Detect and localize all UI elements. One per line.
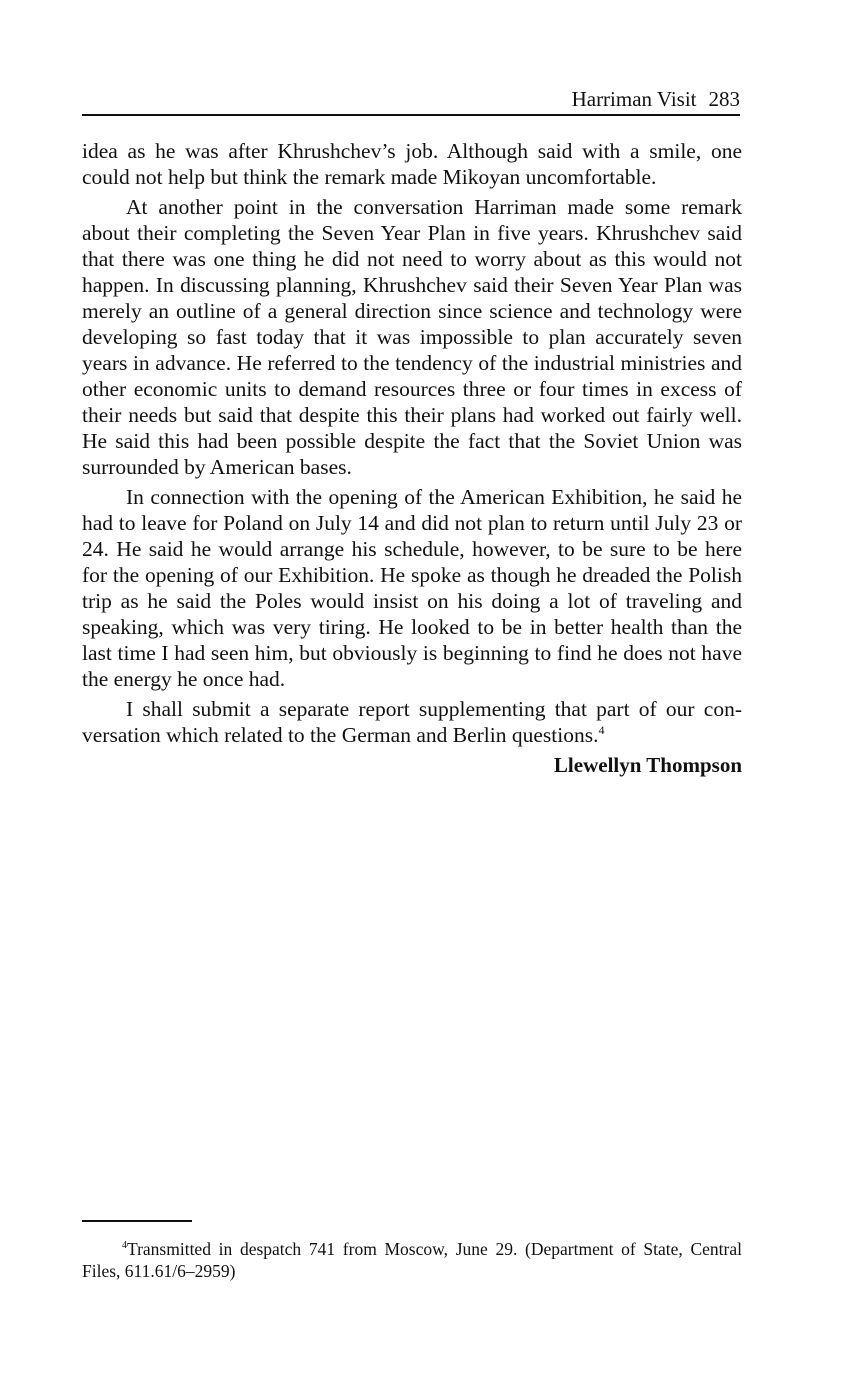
paragraph-seven-year-plan: At another point in the conversation Harriman made some remark about their completing the Seven Year Plan in five years. Khrushchev said that there was one thing he did not need to worry about as this would not happen. In discussing planning, Khrushchev said their Seven Year Plan was merely an outline of a general direction since science and technology were developing so fast today that it was impossible to plan accurately seven years in advance. He referred to the tendency of the industrial ministries and other economic units to demand resources three or four times in excess of their needs but said that despite this their plans had worked out fairly well. He said this had been possible despite the fact that the Soviet Union was surrounded by American bases. [82,195,742,479]
running-title: Harriman Visit [571,87,697,111]
footnote [82,1238,742,1282]
footnote-reference: 4 [598,722,605,737]
paragraph-continued: idea as he was after Khrushchev’s job. Although said with a smile, one could not help but think the remark made Mikoyan uncomfortable. [82,139,742,189]
paragraph-separate-report [82,696,742,748]
signature: Llewellyn Thompson [553,753,742,777]
footnote-text: Transmitted in despatch 741 from Moscow, June 29. (Department of State, Central Files, 611.61/6–2959) [82,1239,742,1281]
paragraph-separate-report-text: I shall submit a separate report supplementing that part of our conversation which related to the German and Berlin questions. [82,697,742,747]
footnote-marker: 4 [122,1240,127,1252]
paragraph-american-exhibition: In connection with the opening of the American Exhibition, he said he had to leave for Poland on July 14 and did not plan to return until July 23 or 24. He said he would arrange his schedule, however, to be sure to be here for the opening of our Exhibition. He spoke as though he dreaded the Polish trip as he said the Poles would insist on his doing a lot of traveling and speaking, which was very tiring. He looked to be in better health than the last time I had seen him, but obviously is beginning to find he does not have the energy he once had. [82,485,742,691]
header-rule [82,114,740,116]
body-text [82,138,742,778]
running-header [82,86,740,112]
page-number: 283 [708,87,740,111]
footnote-rule [82,1220,192,1222]
